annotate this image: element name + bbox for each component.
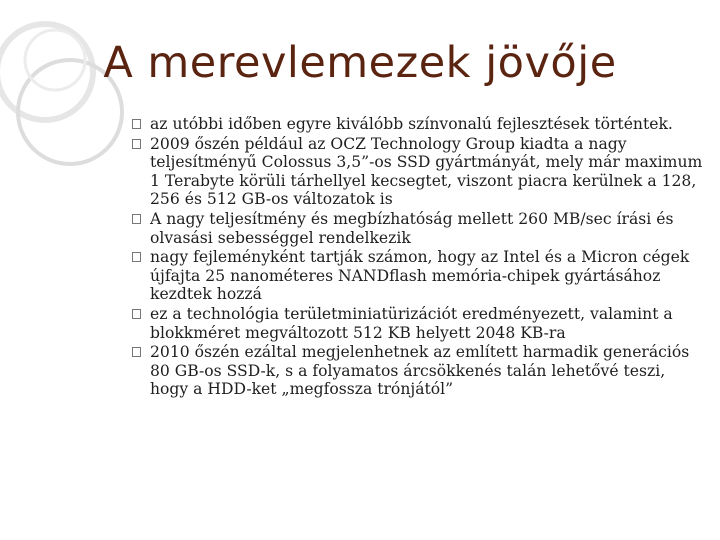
bullet-text: ez a technológia területminiatürizációt eredményezett, valamint a blokkméret megváltozott 512 KB helyett 2048 KB-ra xyxy=(150,304,673,342)
bullet-list xyxy=(130,115,708,400)
bullet-item xyxy=(130,343,708,399)
bullet-box-icon xyxy=(132,252,141,262)
bullet-text: 2009 őszén például az OCZ Technology Group kiadta a nagy teljesítményű Colossus 3,5”-os SSD gyártmányát, mely már maximum 1 Terabyte körüli tárhellyel kecsegtet, viszont piacra kerülnek a 128, 256 és 512 GB-os változatok is xyxy=(150,134,703,209)
bullet-box-icon xyxy=(132,214,141,224)
slide-title: A merevlemezek jövője xyxy=(103,38,617,88)
bullet-text: A nagy teljesítmény és megbízhatóság mellett 260 MB/sec írási és olvasási sebességgel rendelkezik xyxy=(150,209,674,247)
bullet-box-icon xyxy=(132,347,141,357)
bullet-box-icon xyxy=(132,119,141,129)
bullet-text: nagy fejleményként tartják számon, hogy az Intel és a Micron cégek újfajta 25 nanométeres NANDflash memória-chipek gyártásához kezdtek hozzá xyxy=(150,248,690,304)
bullet-item xyxy=(130,135,708,209)
bullet-box-icon xyxy=(132,309,141,319)
bullet-text: az utóbbi időben egyre kiválóbb színvonalú fejlesztések történtek. xyxy=(150,115,673,133)
bullet-box-icon xyxy=(132,139,141,149)
bullet-text: 2010 őszén ezáltal megjelenhetnek az említett harmadik generációs 80 GB-os SSD-k, s a folyamatos árcsökkenés talán lehetővé teszi, hogy a HDD-ket „megfossza trónjától” xyxy=(150,343,690,399)
bullet-item xyxy=(130,248,708,304)
bullet-item xyxy=(130,210,708,247)
bullet-item xyxy=(130,305,708,342)
bullet-item xyxy=(130,115,708,134)
